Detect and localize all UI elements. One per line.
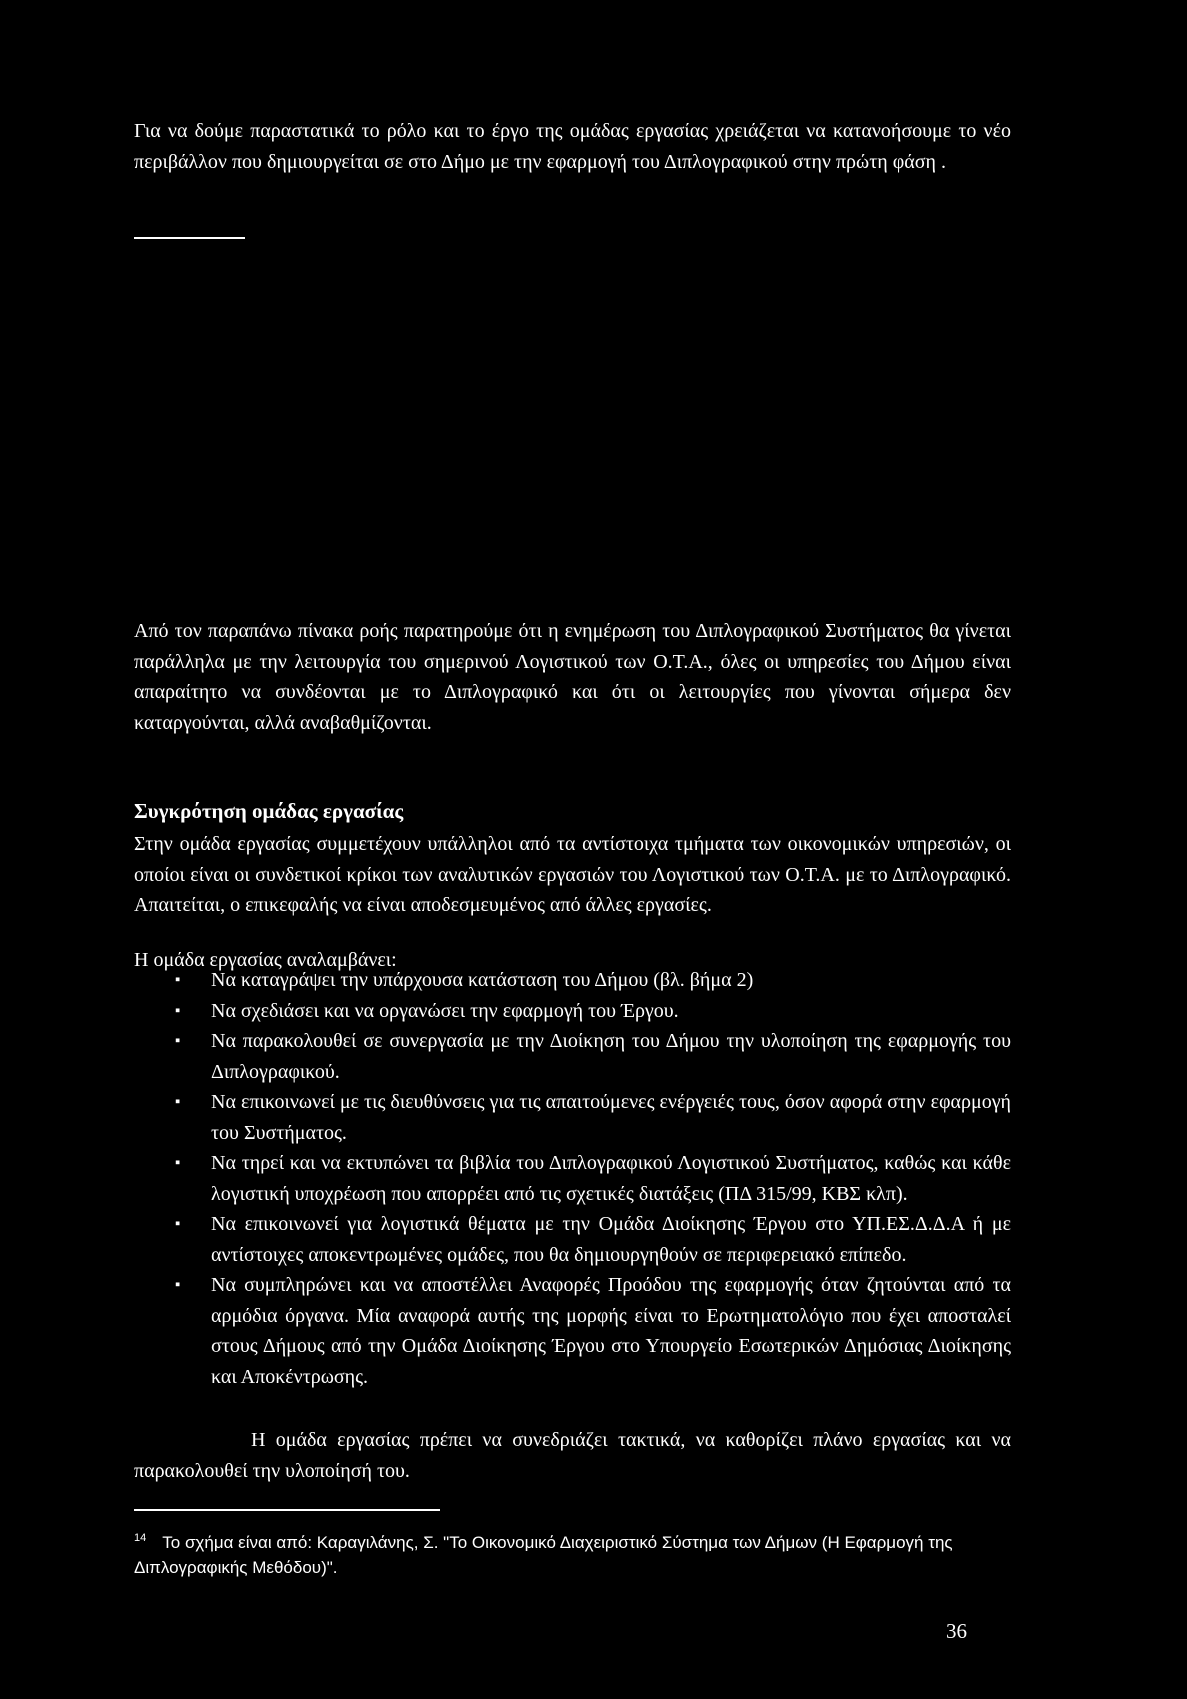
footnote-marker: 14	[134, 1532, 147, 1544]
footnote	[134, 1526, 1011, 1580]
list-item: ▪ Να παρακολουθεί σε συνεργασία με την Διοίκηση του Δήμου την υλοποίηση της εφαρμογής του Διπλογραφικού.	[163, 1026, 1011, 1087]
meeting-text: Η ομάδα εργασίας πρέπει να συνεδριάζει τακτικά, να καθορίζει πλάνο εργασίας και να παρακολουθεί την υλοποίησή του.	[134, 1429, 1011, 1482]
list-item: ▪ Να καταγράψει την υπάρχουσα κατάσταση του Δήμου (βλ. βήμα 2)	[163, 965, 1011, 996]
list-item: ▪ Να τηρεί και να εκτυπώνει τα βιβλία του Διπλογραφικού Λογιστικού Συστήματος, καθώς και κάθε λογιστική υποχρέωση που απορρέει από τις σχετικές διατάξεις (ΠΔ 315/99, ΚΒΣ κλπ).	[163, 1148, 1011, 1209]
footnote-text: Το σχήμα είναι από: Καραγιλάνης, Σ. "Το Οικονομικό Διαχειριστικό Σύστημα των Δήμων (Η Εφαρμογή της Διπλογραφικής Μεθόδου)".	[134, 1533, 953, 1577]
flow-paragraph: Από τον παραπάνω πίνακα ροής παρατηρούμε ότι η ενημέρωση του Διπλογραφικού Συστήματος θα γίνεται παράλληλα με την λειτουργία του σημερινού Λογιστικού των Ο.Τ.Α., όλες οι υπηρεσίες του Δήμου είναι απαραίτητο να συνδέονται με το Διπλογραφικό και ότι οι λειτουργίες που γίνονται σήμερα δεν καταργούνται, αλλά αναβαθμίζονται.	[134, 620, 1011, 734]
short-divider	[134, 237, 245, 239]
list-item: ▪ Να σχεδιάσει και να οργανώσει την εφαρμογή του Έργου.	[163, 996, 1011, 1027]
page-number: 36	[946, 1619, 967, 1643]
list-item: ▪ Να συμπληρώνει και να αποστέλλει Αναφορές Προόδου της εφαρμογής όταν ζητούνται από τα αρμόδια όργανα. Μία αναφορά αυτής της μορφής είναι το Ερωτηματολόγιο που έχει αποσταλεί στους Δήμους από την Ομάδα Διοίκησης Έργου στο Υπουργείο Εσωτερικών Δημόσιας Διοίκησης και Αποκέντρωσης.	[163, 1270, 1011, 1392]
list-item: ▪ Να επικοινωνεί για λογιστικά θέματα με την Ομάδα Διοίκησης Έργου στο ΥΠ.ΕΣ.Δ.Δ.Α ή με αντίστοιχες αποκεντρωμένες ομάδες, που θα δημιουργηθούν σε περιφερειακό επίπεδο.	[163, 1209, 1011, 1270]
section-heading: Συγκρότηση ομάδας εργασίας	[134, 799, 404, 823]
task-list	[163, 965, 1011, 1392]
list-item: ▪ Να επικοινωνεί με τις διευθύνσεις για τις απαιτούμενες ενέργειές τους, όσον αφορά στην εφαρμογή του Συστήματος.	[163, 1087, 1011, 1148]
team-paragraph: Στην ομάδα εργασίας συμμετέχουν υπάλληλοι από τα αντίστοιχα τμήματα των οικονομικών υπηρεσιών, οι οποίοι είναι οι συνδετικοί κρίκοι των αναλυτικών εργασιών του Λογιστικού των Ο.Τ.Α. με το Διπλογραφικό. Απαιτείται, ο επικεφαλής να είναι αποδεσμευμένος από άλλες εργασίες.	[134, 833, 1011, 916]
intro-paragraph: Για να δούμε παραστατικά το ρόλο και το έργο της ομάδας εργασίας χρειάζεται να κατανοήσουμε το νέο περιβάλλον που δημιουργείται σε στο Δήμο με την εφαρμογή του Διπλογραφικού στην πρώτη φάση .	[134, 120, 1011, 173]
takes-on-line: Η ομάδα εργασίας αναλαμβάνει:	[134, 949, 397, 971]
meeting-paragraph	[134, 1425, 1011, 1486]
footnote-divider	[134, 1509, 440, 1511]
